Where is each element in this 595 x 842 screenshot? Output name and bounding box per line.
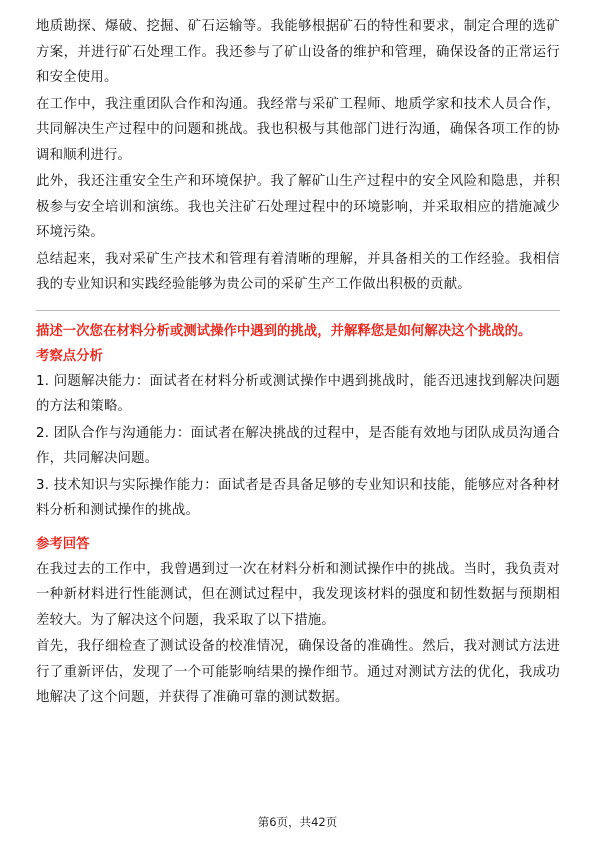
analysis-item-2: 2. 团队合作与沟通能力：面试者在解决挑战的过程中，是否能有效地与团队成员沟通合作，共同解决问题。 — [36, 425, 560, 466]
intro-paragraph-4: 总结起来，我对采矿生产技术和管理有着清晰的理解，并具备相关的工作经验。我相信我的专业知识和实践经验能够为贵公司的采矿生产工作做出积极的贡献。 — [36, 251, 560, 292]
interview-question: 描述一次您在材料分析或测试操作中遇到的挑战，并解释您是如何解决这个挑战的。 — [36, 323, 532, 339]
page-number: 第6页，共42页 — [257, 815, 338, 829]
intro-paragraph-1: 地质勘探、爆破、挖掘、矿石运输等。我能够根据矿石的特性和要求，制定合理的选矿方案，并进行矿石处理工作。我还参与了矿山设备的维护和管理，确保设备的正常运行和安全使用。 — [36, 19, 560, 85]
answer-title: 参考回答 — [36, 536, 90, 552]
analysis-title: 考察点分析 — [36, 348, 103, 364]
intro-paragraph-3: 此外，我还注重安全生产和环境保护。我了解矿山生产过程中的安全风险和隐患，并积极参与安全培训和演练。我也关注矿石处理过程中的环境影响，并采取相应的措施减少环境污染。 — [36, 174, 560, 240]
section-divider — [36, 310, 560, 311]
document-page — [36, 14, 560, 711]
answer-paragraph-2: 首先，我仔细检查了测试设备的校准情况，确保设备的准确性。然后，我对测试方法进行了重新评估，发现了一个可能影响结果的操作细节。通过对测试方法的优化，我成功地解决了这个问题，并获得了准确可靠的测试数据。 — [36, 639, 560, 705]
analysis-item-3: 3. 技术知识与实际操作能力：面试者是否具备足够的专业知识和技能，能够应对各种材料分析和测试操作的挑战。 — [36, 477, 560, 518]
answer-paragraph-1: 在我过去的工作中，我曾遇到过一次在材料分析和测试操作中的挑战。当时，我负责对一种新材料进行性能测试，但在测试过程中，我发现该材料的强度和韧性数据与预期相差较大。为了解决这个问题，我采取了以下措施。 — [36, 561, 560, 628]
analysis-item-1: 1. 问题解决能力：面试者在材料分析或测试操作中遇到挑战时，能否迅速找到解决问题的方法和策略。 — [36, 373, 560, 414]
intro-paragraph-2: 在工作中，我注重团队合作和沟通。我经常与采矿工程师、地质学家和技术人员合作，共同解决生产过程中的问题和挑战。我也积极与其他部门进行沟通，确保各项工作的协调和顺利进行。 — [36, 96, 560, 163]
